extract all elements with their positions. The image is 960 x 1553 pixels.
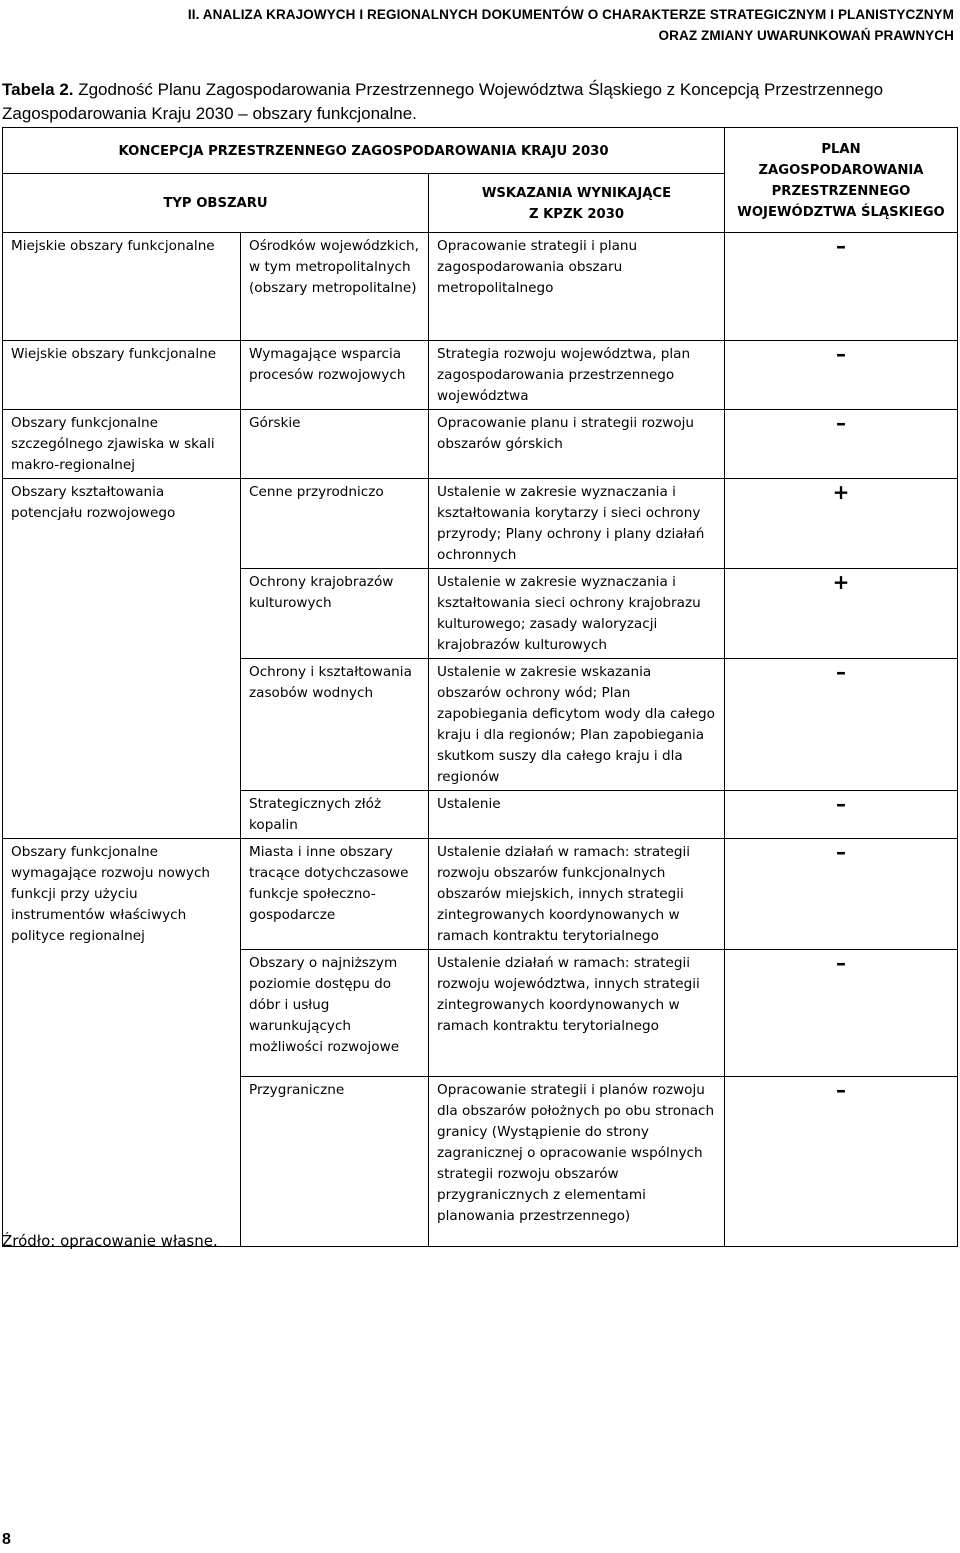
table-row — [3, 839, 958, 950]
compliance-status: – — [725, 341, 958, 410]
header-plan-line-2: ZAGOSPODAROWANIA — [758, 162, 924, 178]
area-type-cell: Ochrony i kształtowania zasobów wodnych — [241, 659, 429, 791]
area-type-cell: Strategicznych złóż kopalin — [241, 791, 429, 839]
running-header-line-2: ORAZ ZMIANY UWARUNKOWAŃ PRAWNYCH — [658, 28, 954, 43]
compliance-status: + — [725, 569, 958, 659]
indication-cell: Opracowanie planu i strategii rozwoju obszarów górskich — [429, 410, 725, 479]
area-type-cell: Obszary o najniższym poziomie dostępu do dóbr i usług warunkujących możliwości rozwojowe — [241, 950, 429, 1077]
area-type-cell: Górskie — [241, 410, 429, 479]
indication-cell: Ustalenie w zakresie wskazania obszarów ochrony wód; Plan zapobiegania deficytom wody dla całego kraju i dla regionów; Plan zapobiegania skutkom suszy dla całego kraju i dla regionów — [429, 659, 725, 791]
area-type-cell: Wymagające wsparcia procesów rozwojowych — [241, 341, 429, 410]
compliance-status: + — [725, 479, 958, 569]
table-row — [3, 479, 958, 569]
header-plan-line-4: WOJEWÓDZTWA ŚLĄSKIEGO — [737, 204, 945, 220]
table-caption-text: Zgodność Planu Zagospodarowania Przestrzennego Województwa Śląskiego z Koncepcją Przestrzennego Zagospodarowania Kraju 2030 – obszary funkcjonalne. — [2, 80, 884, 123]
header-wskazania-line-2: Z KPZK 2030 — [528, 206, 625, 222]
header-plan-line-1: PLAN — [821, 141, 861, 157]
table-caption-label: Tabela 2. — [2, 80, 74, 99]
group-cell: Obszary funkcjonalne szczególnego zjawiska w skali makro-regionalnej — [3, 410, 241, 479]
area-type-cell: Miasta i inne obszary tracące dotychczasowe funkcje społeczno-gospodarcze — [241, 839, 429, 950]
group-cell: Obszary kształtowania potencjału rozwojowego — [3, 479, 241, 839]
table-row — [3, 410, 958, 479]
compliance-table — [2, 127, 958, 1247]
header-wskazania-line-1: WSKAZANIA WYNIKAJĄCE — [481, 185, 672, 201]
indication-cell: Strategia rozwoju województwa, plan zagospodarowania przestrzennego województwa — [429, 341, 725, 410]
indication-cell: Ustalenie działań w ramach: strategii rozwoju obszarów funkcjonalnych obszarów miejskich, innych strategii zintegrowanych koordynowanych w ramach kontraktu terytorialnego — [429, 839, 725, 950]
header-plan-line-3: PRZESTRZENNEGO — [771, 183, 911, 199]
header-plan — [725, 128, 958, 233]
header-wskazania — [429, 174, 725, 233]
page-number: 8 — [2, 1531, 11, 1548]
indication-cell: Ustalenie — [429, 791, 725, 839]
area-type-cell: Cenne przyrodniczo — [241, 479, 429, 569]
indication-cell: Ustalenie w zakresie wyznaczania i kształtowania korytarzy i sieci ochrony przyrody; Plany ochrony i plany działań ochronnych — [429, 479, 725, 569]
table-row — [3, 233, 958, 341]
running-header — [188, 4, 954, 46]
group-cell: Miejskie obszary funkcjonalne — [3, 233, 241, 341]
compliance-status: – — [725, 410, 958, 479]
group-cell: Obszary funkcjonalne wymagające rozwoju nowych funkcji przy użyciu instrumentów właściwych polityce regionalnej — [3, 839, 241, 1247]
indication-cell: Opracowanie strategii i planów rozwoju dla obszarów położnych po obu stronach granicy (Wystąpienie do strony zagranicznej o opracowanie wspólnych strategii rozwoju obszarów przygranicznych z elementami planowania przestrzennego) — [429, 1077, 725, 1247]
table-caption — [2, 78, 952, 126]
indication-cell: Ustalenie w zakresie wyznaczania i kształtowania sieci ochrony krajobrazu kulturowego; zasady waloryzacji krajobrazów kulturowych — [429, 569, 725, 659]
area-type-cell: Przygraniczne — [241, 1077, 429, 1247]
source-note: Źródło: opracowanie własne. — [2, 1232, 218, 1250]
compliance-status: – — [725, 233, 958, 341]
indication-cell: Ustalenie działań w ramach: strategii rozwoju województwa, innych strategii zintegrowanych koordynowanych w ramach kontraktu terytorialnego — [429, 950, 725, 1077]
compliance-status: – — [725, 659, 958, 791]
compliance-status: – — [725, 1077, 958, 1247]
header-typ-obszaru: TYP OBSZARU — [3, 174, 429, 233]
compliance-status: – — [725, 839, 958, 950]
area-type-cell: Ośrodków wojewódzkich, w tym metropolitalnych (obszary metropolitalne) — [241, 233, 429, 341]
area-type-cell: Ochrony krajobrazów kulturowych — [241, 569, 429, 659]
table-row — [3, 341, 958, 410]
group-cell: Wiejskie obszary funkcjonalne — [3, 341, 241, 410]
header-kpzk: KONCEPCJA PRZESTRZENNEGO ZAGOSPODAROWANIA KRAJU 2030 — [3, 128, 725, 174]
running-header-line-1: II. ANALIZA KRAJOWYCH I REGIONALNYCH DOKUMENTÓW O CHARAKTERZE STRATEGICZNYM I PLANISTYCZNYM — [187, 7, 954, 22]
compliance-status: – — [725, 791, 958, 839]
compliance-status: – — [725, 950, 958, 1077]
indication-cell: Opracowanie strategii i planu zagospodarowania obszaru metropolitalnego — [429, 233, 725, 341]
